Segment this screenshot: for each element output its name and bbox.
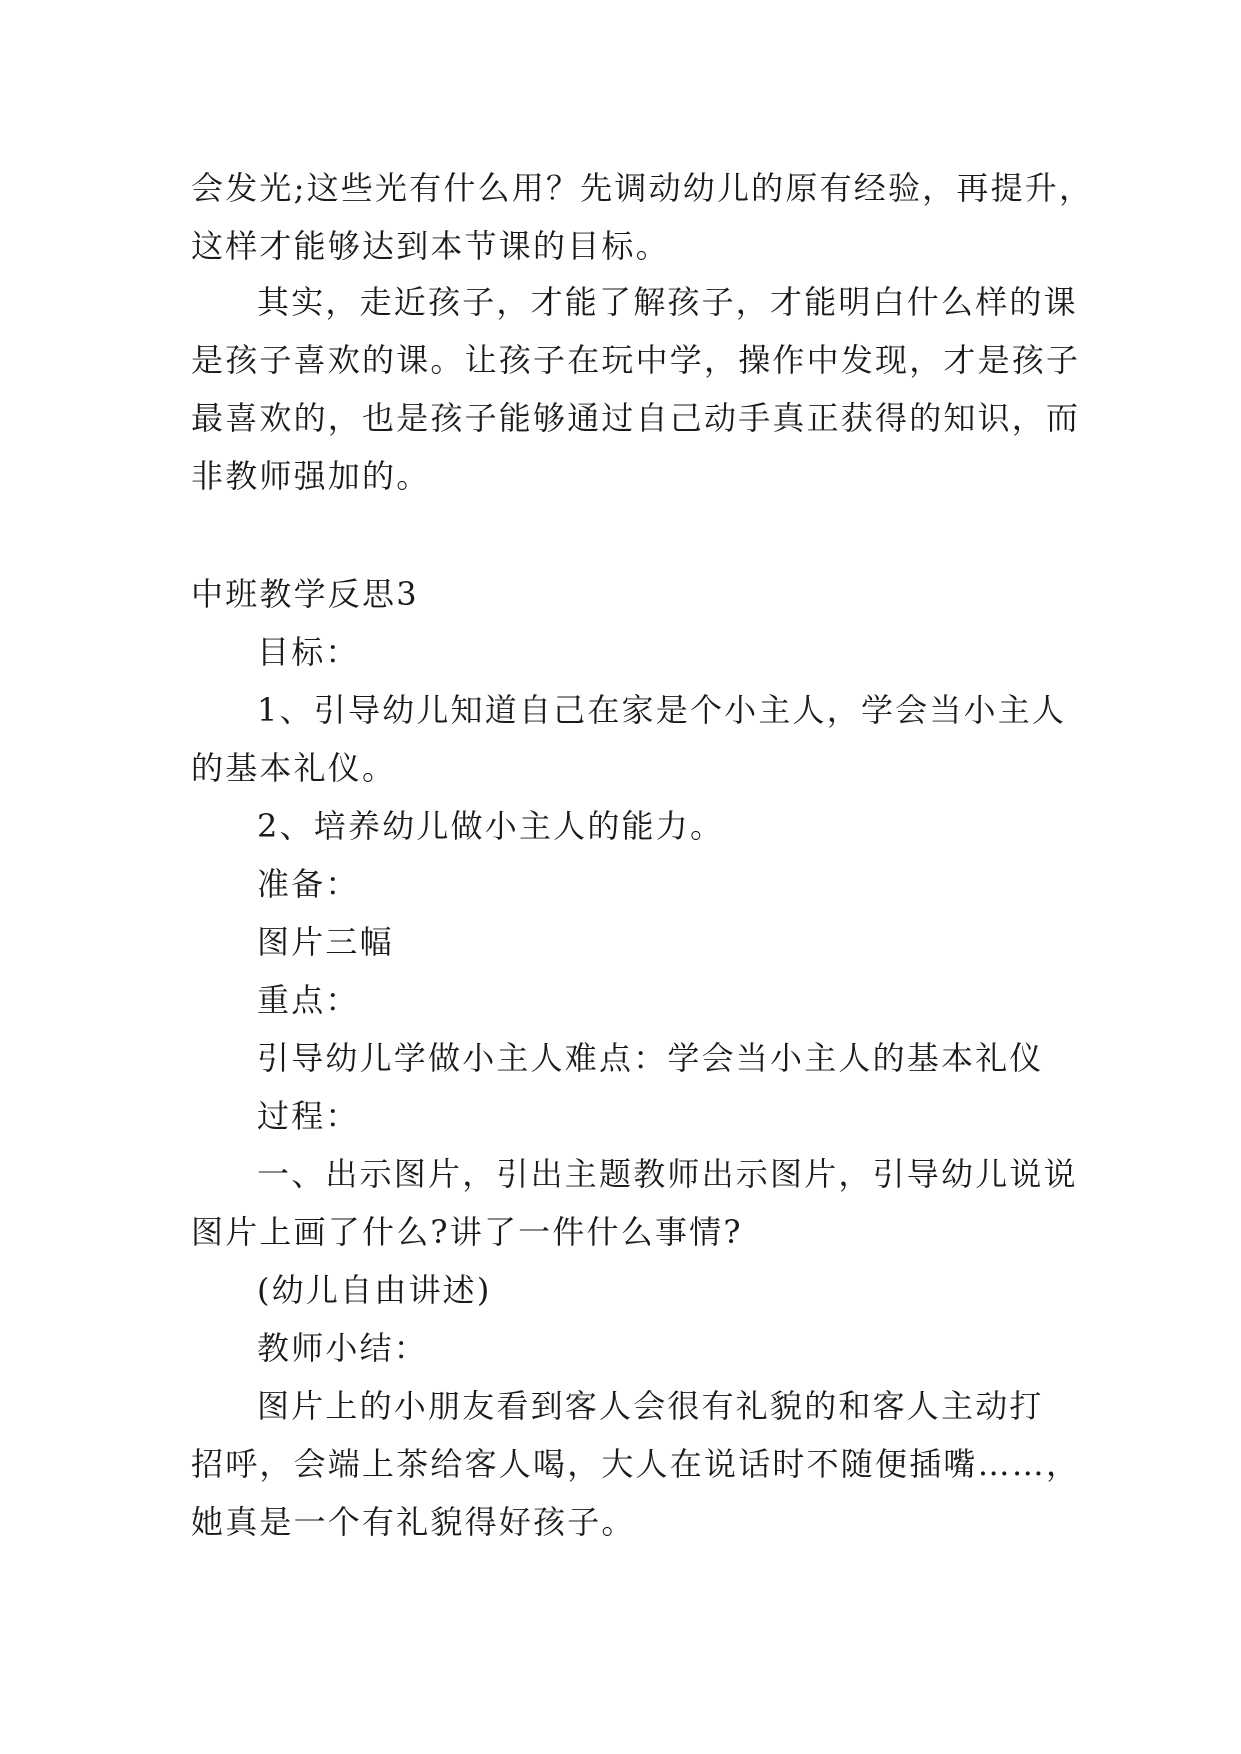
text-line: 1、引导幼儿知道自己在家是个小主人，学会当小主人 xyxy=(257,691,1067,729)
process-heading: 过程： xyxy=(257,1097,360,1135)
text-line: 一、出示图片，引出主题教师出示图片，引导幼儿说说 xyxy=(257,1155,1078,1193)
text-line: 2、培养幼儿做小主人的能力。 xyxy=(257,807,725,845)
text-line: 非教师强加的。 xyxy=(191,457,431,495)
text-line: 图片三幅 xyxy=(257,923,394,961)
text-line: (幼儿自由讲述) xyxy=(257,1271,492,1309)
text-line: 这样才能够达到本节课的目标。 xyxy=(191,227,670,265)
text-line: 其实，走近孩子，才能了解孩子，才能明白什么样的课 xyxy=(257,283,1078,321)
goals-heading: 目标： xyxy=(257,633,360,671)
text-line: 会发光;这些光有什么用？先调动幼儿的原有经验，再提升， xyxy=(191,169,1094,207)
text-line: 的基本礼仪。 xyxy=(191,749,397,787)
summary-heading: 教师小结： xyxy=(257,1329,429,1367)
text-line: 图片上的小朋友看到客人会很有礼貌的和客人主动打 xyxy=(257,1387,1044,1425)
text-line: 是孩子喜欢的课。让孩子在玩中学，操作中发现，才是孩子 xyxy=(191,341,1081,379)
text-line: 图片上画了什么?讲了一件什么事情? xyxy=(191,1213,743,1251)
section-title: 中班教学反思3 xyxy=(191,575,419,613)
text-line: 引导幼儿学做小主人难点：学会当小主人的基本礼仪 xyxy=(257,1039,1044,1077)
key-points-heading: 重点： xyxy=(257,981,360,1019)
text-line: 她真是一个有礼貌得好孩子。 xyxy=(191,1503,636,1541)
text-line: 最喜欢的，也是孩子能够通过自己动手真正获得的知识，而 xyxy=(191,399,1081,437)
text-line: 招呼，会端上茶给客人喝，大人在说话时不随便插嘴……， xyxy=(191,1445,1081,1483)
preparation-heading: 准备： xyxy=(257,865,360,903)
